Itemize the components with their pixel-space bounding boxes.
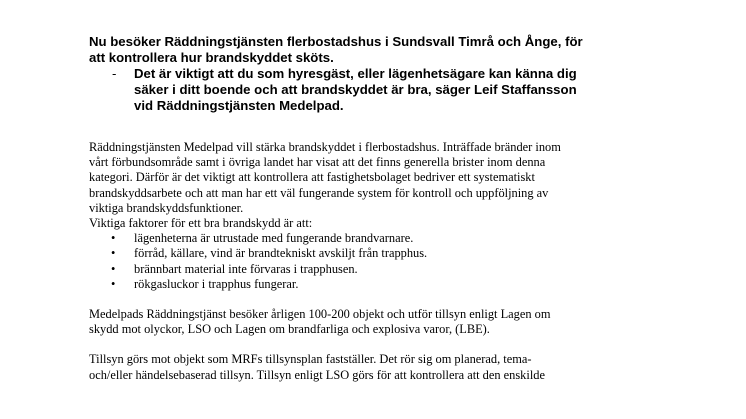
list-item-text: brännbart material inte förvaras i trapphusen. [134, 261, 358, 276]
bullet-icon: • [111, 261, 116, 276]
paragraph-intro-line-1: Räddningstjänsten Medelpad vill stärka brandskyddet i flerbostadshus. Inträffade bränder inom [89, 140, 561, 154]
paragraph-supervision [89, 352, 689, 382]
quote-line-1: Det är viktigt att du som hyresgäst, eller lägenhetsägare kan känna dig [134, 66, 577, 81]
bullet-icon: • [111, 231, 116, 246]
list-item [89, 231, 689, 246]
bullet-icon: • [111, 276, 116, 291]
bullet-list [89, 231, 689, 292]
quote-line-3: vid Räddningstjänsten Medelpad. [134, 98, 344, 113]
list-item-text: förråd, källare, vind är brandtekniskt avskiljt från trapphus. [134, 246, 428, 261]
list-item [89, 246, 689, 261]
paragraph-intro-line-5: viktiga brandskyddsfunktioner. [89, 200, 244, 215]
paragraph-intro [89, 140, 689, 231]
headline-line-2: att kontrollera hur brandskyddet sköts. [89, 50, 334, 65]
list-item-text: lägenheterna är utrustade med fungerande brandvarnare. [134, 231, 414, 246]
paragraph-inspections [89, 307, 689, 337]
list-item [89, 277, 689, 292]
paragraph-intro-line-6: Viktiga faktorer för ett bra brandskydd är att: [89, 216, 313, 231]
bullet-icon: • [111, 246, 116, 261]
paragraph-intro-line-3: kategori. Därför är det viktigt att kontrollera att fastighetsbolaget bedriver ett systematiskt [89, 170, 535, 185]
paragraph-supervision-line-1: Tillsyn görs mot objekt som MRFs tillsynsplan fastställer. Det rör sig om planerad, tema- [89, 352, 532, 367]
document-page [89, 34, 689, 383]
quote-dash: - [112, 66, 117, 81]
paragraph-inspections-line-1: Medelpads Räddningstjänst besöker årligen 100-200 objekt och utför tillsyn enligt Lagen om [89, 307, 551, 322]
paragraph-inspections-line-2: skydd mot olyckor, LSO och Lagen om brandfarliga och explosiva varor, (LBE). [89, 322, 490, 337]
quote-line-2: säker i ditt boende och att brandskyddet är bra, säger Leif Staffansson [134, 82, 577, 97]
list-item [89, 262, 689, 277]
paragraph-supervision-line-2: och/eller händelsebaserad tillsyn. Tillsyn enligt LSO görs för att kontrollera att den enskilde [89, 367, 545, 382]
paragraph-intro-line-2: vårt förbundsområde samt i övriga landet har visat att det finns generella brister inom denna [89, 155, 546, 170]
headline-line-1: Nu besöker Räddningstjänsten flerbostadshus i Sundsvall Timrå och Ånge, för [89, 34, 583, 49]
paragraph-intro-line-4: brandskyddsarbete och att man har ett väl fungerande system för kontroll och uppföljning av [89, 185, 549, 200]
headline [89, 34, 689, 66]
list-item-text: rökgasluckor i trapphus fungerar. [134, 276, 299, 291]
quote [89, 66, 689, 114]
